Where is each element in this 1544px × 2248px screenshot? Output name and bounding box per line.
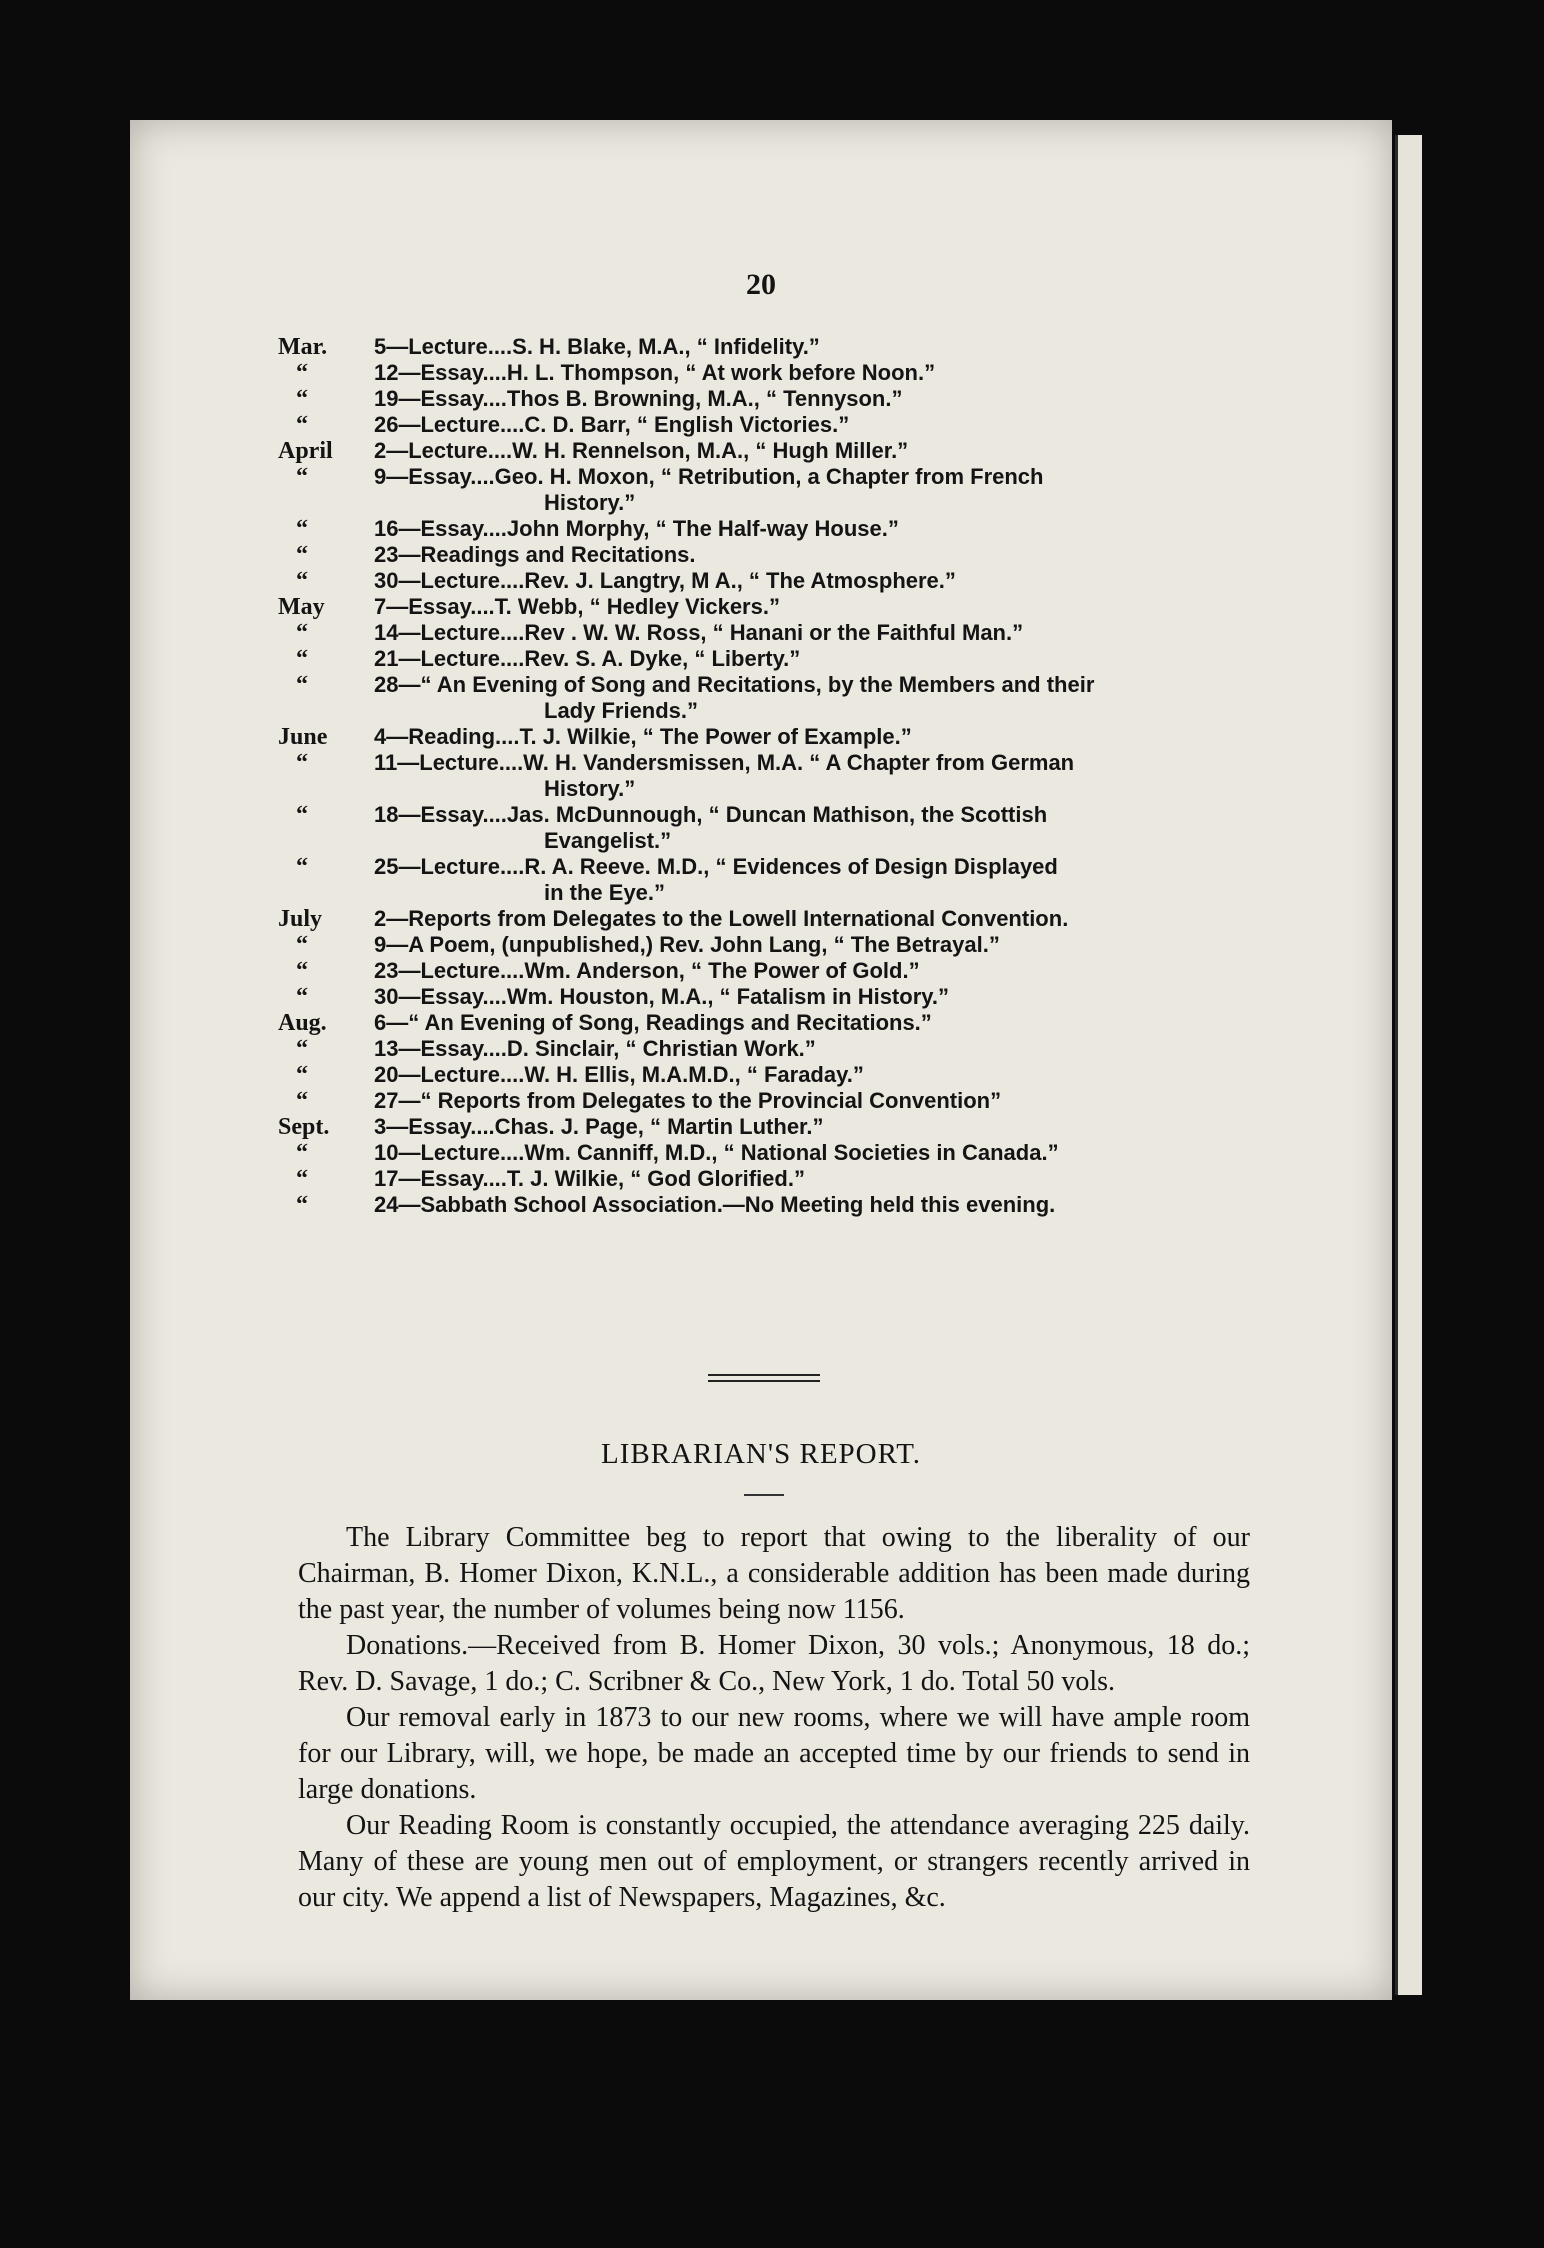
schedule-entry [278, 516, 1378, 542]
schedule-entry [278, 854, 1378, 880]
schedule-entry-continuation [278, 698, 1378, 724]
schedule-entry [278, 906, 1378, 932]
schedule-entry [278, 1036, 1378, 1062]
schedule-entry-text: 27—“ Reports from Delegates to the Provincial Convention” [374, 1088, 1002, 1113]
schedule-entry-text: 9—A Poem, (unpublished,) Rev. John Lang, “ The Betrayal.” [374, 932, 1000, 957]
schedule-entry [278, 1114, 1378, 1140]
schedule-entry-text: 11—Lecture....W. H. Vandersmissen, M.A. “ A Chapter from German [374, 750, 1075, 775]
schedule-entry [278, 542, 1378, 568]
schedule-entry-continuation [278, 776, 1378, 802]
schedule-entry-text: 2—Reports from Delegates to the Lowell International Convention. [374, 906, 1069, 931]
report-paragraph: The Library Committee beg to report that owing to the liberality of our Chairman, B. Homer Dixon, K.N.L., a considerable addition has been made during the past year, the number of volumes being now 1156. [298, 1522, 1250, 1625]
schedule-entry-text: History.” [544, 776, 636, 801]
schedule-month [278, 490, 374, 516]
schedule-month: July [278, 906, 323, 932]
schedule-entry-text: 25—Lecture....R. A. Reeve. M.D., “ Evidences of Design Displayed [374, 854, 1058, 879]
schedule-month [278, 776, 374, 802]
schedule-month: “ [296, 750, 308, 776]
schedule-entry [278, 386, 1378, 412]
schedule-entry-text: 10—Lecture....Wm. Canniff, M.D., “ National Societies in Canada.” [374, 1140, 1059, 1165]
schedule-month [278, 698, 374, 724]
schedule-entry [278, 1010, 1378, 1036]
schedule-entry-text: 14—Lecture....Rev . W. W. Ross, “ Hanani or the Faithful Man.” [374, 620, 1024, 645]
schedule-month: “ [296, 854, 308, 880]
schedule-entry [278, 412, 1378, 438]
schedule-entry-text: 20—Lecture....W. H. Ellis, M.A.M.D., “ Faraday.” [374, 1062, 864, 1087]
report-paragraph: Our removal early in 1873 to our new rooms, where we will have ample room for our Library, will, we hope, be made an accepted time by our friends to send in large donations. [298, 1702, 1250, 1805]
schedule-entry-continuation [278, 828, 1378, 854]
schedule-month: “ [296, 932, 308, 958]
schedule-entry-text: in the Eye.” [544, 880, 666, 905]
schedule-month: “ [296, 1192, 308, 1218]
heading-underline [744, 1494, 784, 1496]
schedule-entry-text: 17—Essay....T. J. Wilkie, “ God Glorified.” [374, 1166, 805, 1191]
schedule-month [278, 880, 374, 906]
schedule-entry-text: 30—Lecture....Rev. J. Langtry, M A., “ The Atmosphere.” [374, 568, 956, 593]
schedule-month: “ [296, 1140, 308, 1166]
schedule-entry-text: 13—Essay....D. Sinclair, “ Christian Work.” [374, 1036, 816, 1061]
schedule-entry [278, 1192, 1378, 1218]
schedule-entry-text: Evangelist.” [544, 828, 672, 853]
schedule-month: June [278, 724, 328, 750]
schedule-month: “ [296, 464, 308, 490]
schedule-entry-text: 3—Essay....Chas. J. Page, “ Martin Luther.” [374, 1114, 824, 1139]
schedule-month: “ [296, 802, 308, 828]
schedule-month: “ [296, 568, 308, 594]
section-divider [708, 1374, 820, 1382]
schedule-month: May [278, 594, 325, 620]
report-paragraph: Our Reading Room is constantly occupied, the attendance averaging 225 daily. Many of these are young men out of employment, or strangers recently arrived in our city. We append a list of Newspapers, Magazines, &c. [298, 1810, 1250, 1913]
schedule-entry-text: 12—Essay....H. L. Thompson, “ At work before Noon.” [374, 360, 936, 385]
schedule-entry-continuation [278, 880, 1378, 906]
schedule-entry [278, 334, 1378, 360]
schedule-month: “ [296, 1166, 308, 1192]
page-number: 20 [746, 268, 776, 301]
report-heading: LIBRARIAN'S REPORT. [600, 1438, 922, 1470]
schedule-entry-text: 5—Lecture....S. H. Blake, M.A., “ Infidelity.” [374, 334, 820, 359]
schedule-entry-text: 18—Essay....Jas. McDunnough, “ Duncan Mathison, the Scottish [374, 802, 1048, 827]
schedule-month: Mar. [278, 334, 328, 360]
schedule-entry-text: 19—Essay....Thos B. Browning, M.A., “ Tennyson.” [374, 386, 903, 411]
schedule-entry-text: 28—“ An Evening of Song and Recitations, by the Members and their [374, 672, 1095, 697]
schedule-entry-text: 24—Sabbath School Association.—No Meeting held this evening. [374, 1192, 1056, 1217]
schedule-month: “ [296, 1062, 308, 1088]
schedule-entry-text: 30—Essay....Wm. Houston, M.A., “ Fatalism in History.” [374, 984, 949, 1009]
schedule-month: April [278, 438, 333, 464]
schedule-month: “ [296, 516, 308, 542]
schedule-entry-text: Lady Friends.” [544, 698, 699, 723]
schedule-entry [278, 438, 1378, 464]
schedule-entry [278, 646, 1378, 672]
schedule-entry-text: 23—Lecture....Wm. Anderson, “ The Power of Gold.” [374, 958, 920, 983]
schedule-month: “ [296, 542, 308, 568]
lecture-schedule [278, 334, 1378, 1218]
schedule-entry [278, 1062, 1378, 1088]
schedule-entry [278, 1140, 1378, 1166]
schedule-entry [278, 932, 1378, 958]
schedule-entry [278, 594, 1378, 620]
schedule-month: “ [296, 984, 308, 1010]
schedule-month: “ [296, 646, 308, 672]
schedule-entry-text: 16—Essay....John Morphy, “ The Half-way House.” [374, 516, 899, 541]
schedule-month: “ [296, 412, 308, 438]
schedule-month: “ [296, 386, 308, 412]
schedule-entry-text: 2—Lecture....W. H. Rennelson, M.A., “ Hugh Miller.” [374, 438, 909, 463]
schedule-entry-continuation [278, 490, 1378, 516]
schedule-entry [278, 464, 1378, 490]
schedule-entry-text: 4—Reading....T. J. Wilkie, “ The Power of Example.” [374, 724, 912, 749]
schedule-month [278, 828, 374, 854]
schedule-entry [278, 1088, 1378, 1114]
librarian-report [298, 1520, 1250, 1916]
schedule-month: “ [296, 1036, 308, 1062]
schedule-entry-text: 21—Lecture....Rev. S. A. Dyke, “ Liberty.” [374, 646, 801, 671]
adjacent-page-edge [1395, 135, 1422, 1995]
schedule-entry [278, 958, 1378, 984]
schedule-entry-text: 23—Readings and Recitations. [374, 542, 696, 567]
schedule-month: “ [296, 958, 308, 984]
schedule-entry [278, 360, 1378, 386]
schedule-entry-text: 9—Essay....Geo. H. Moxon, “ Retribution, a Chapter from French [374, 464, 1044, 489]
schedule-entry-text: 26—Lecture....C. D. Barr, “ English Victories.” [374, 412, 850, 437]
document-page [130, 120, 1392, 2000]
schedule-entry [278, 568, 1378, 594]
schedule-entry [278, 802, 1378, 828]
schedule-month: Sept. [278, 1114, 330, 1140]
schedule-month: Aug. [278, 1010, 327, 1036]
schedule-month: “ [296, 672, 308, 698]
report-paragraph: Donations.—Received from B. Homer Dixon, 30 vols.; Anonymous, 18 do.; Rev. D. Savage, 1 do.; C. Scribner & Co., New York, 1 do. Total 50 vols. [298, 1630, 1250, 1697]
schedule-month: “ [296, 1088, 308, 1114]
schedule-entry [278, 1166, 1378, 1192]
schedule-month: “ [296, 360, 308, 386]
schedule-entry [278, 750, 1378, 776]
schedule-entry [278, 672, 1378, 698]
schedule-month: “ [296, 620, 308, 646]
schedule-entry-text: 7—Essay....T. Webb, “ Hedley Vickers.” [374, 594, 780, 619]
schedule-entry-text: 6—“ An Evening of Song, Readings and Recitations.” [374, 1010, 932, 1035]
schedule-entry [278, 620, 1378, 646]
schedule-entry [278, 724, 1378, 750]
schedule-entry-text: History.” [544, 490, 636, 515]
schedule-entry [278, 984, 1378, 1010]
